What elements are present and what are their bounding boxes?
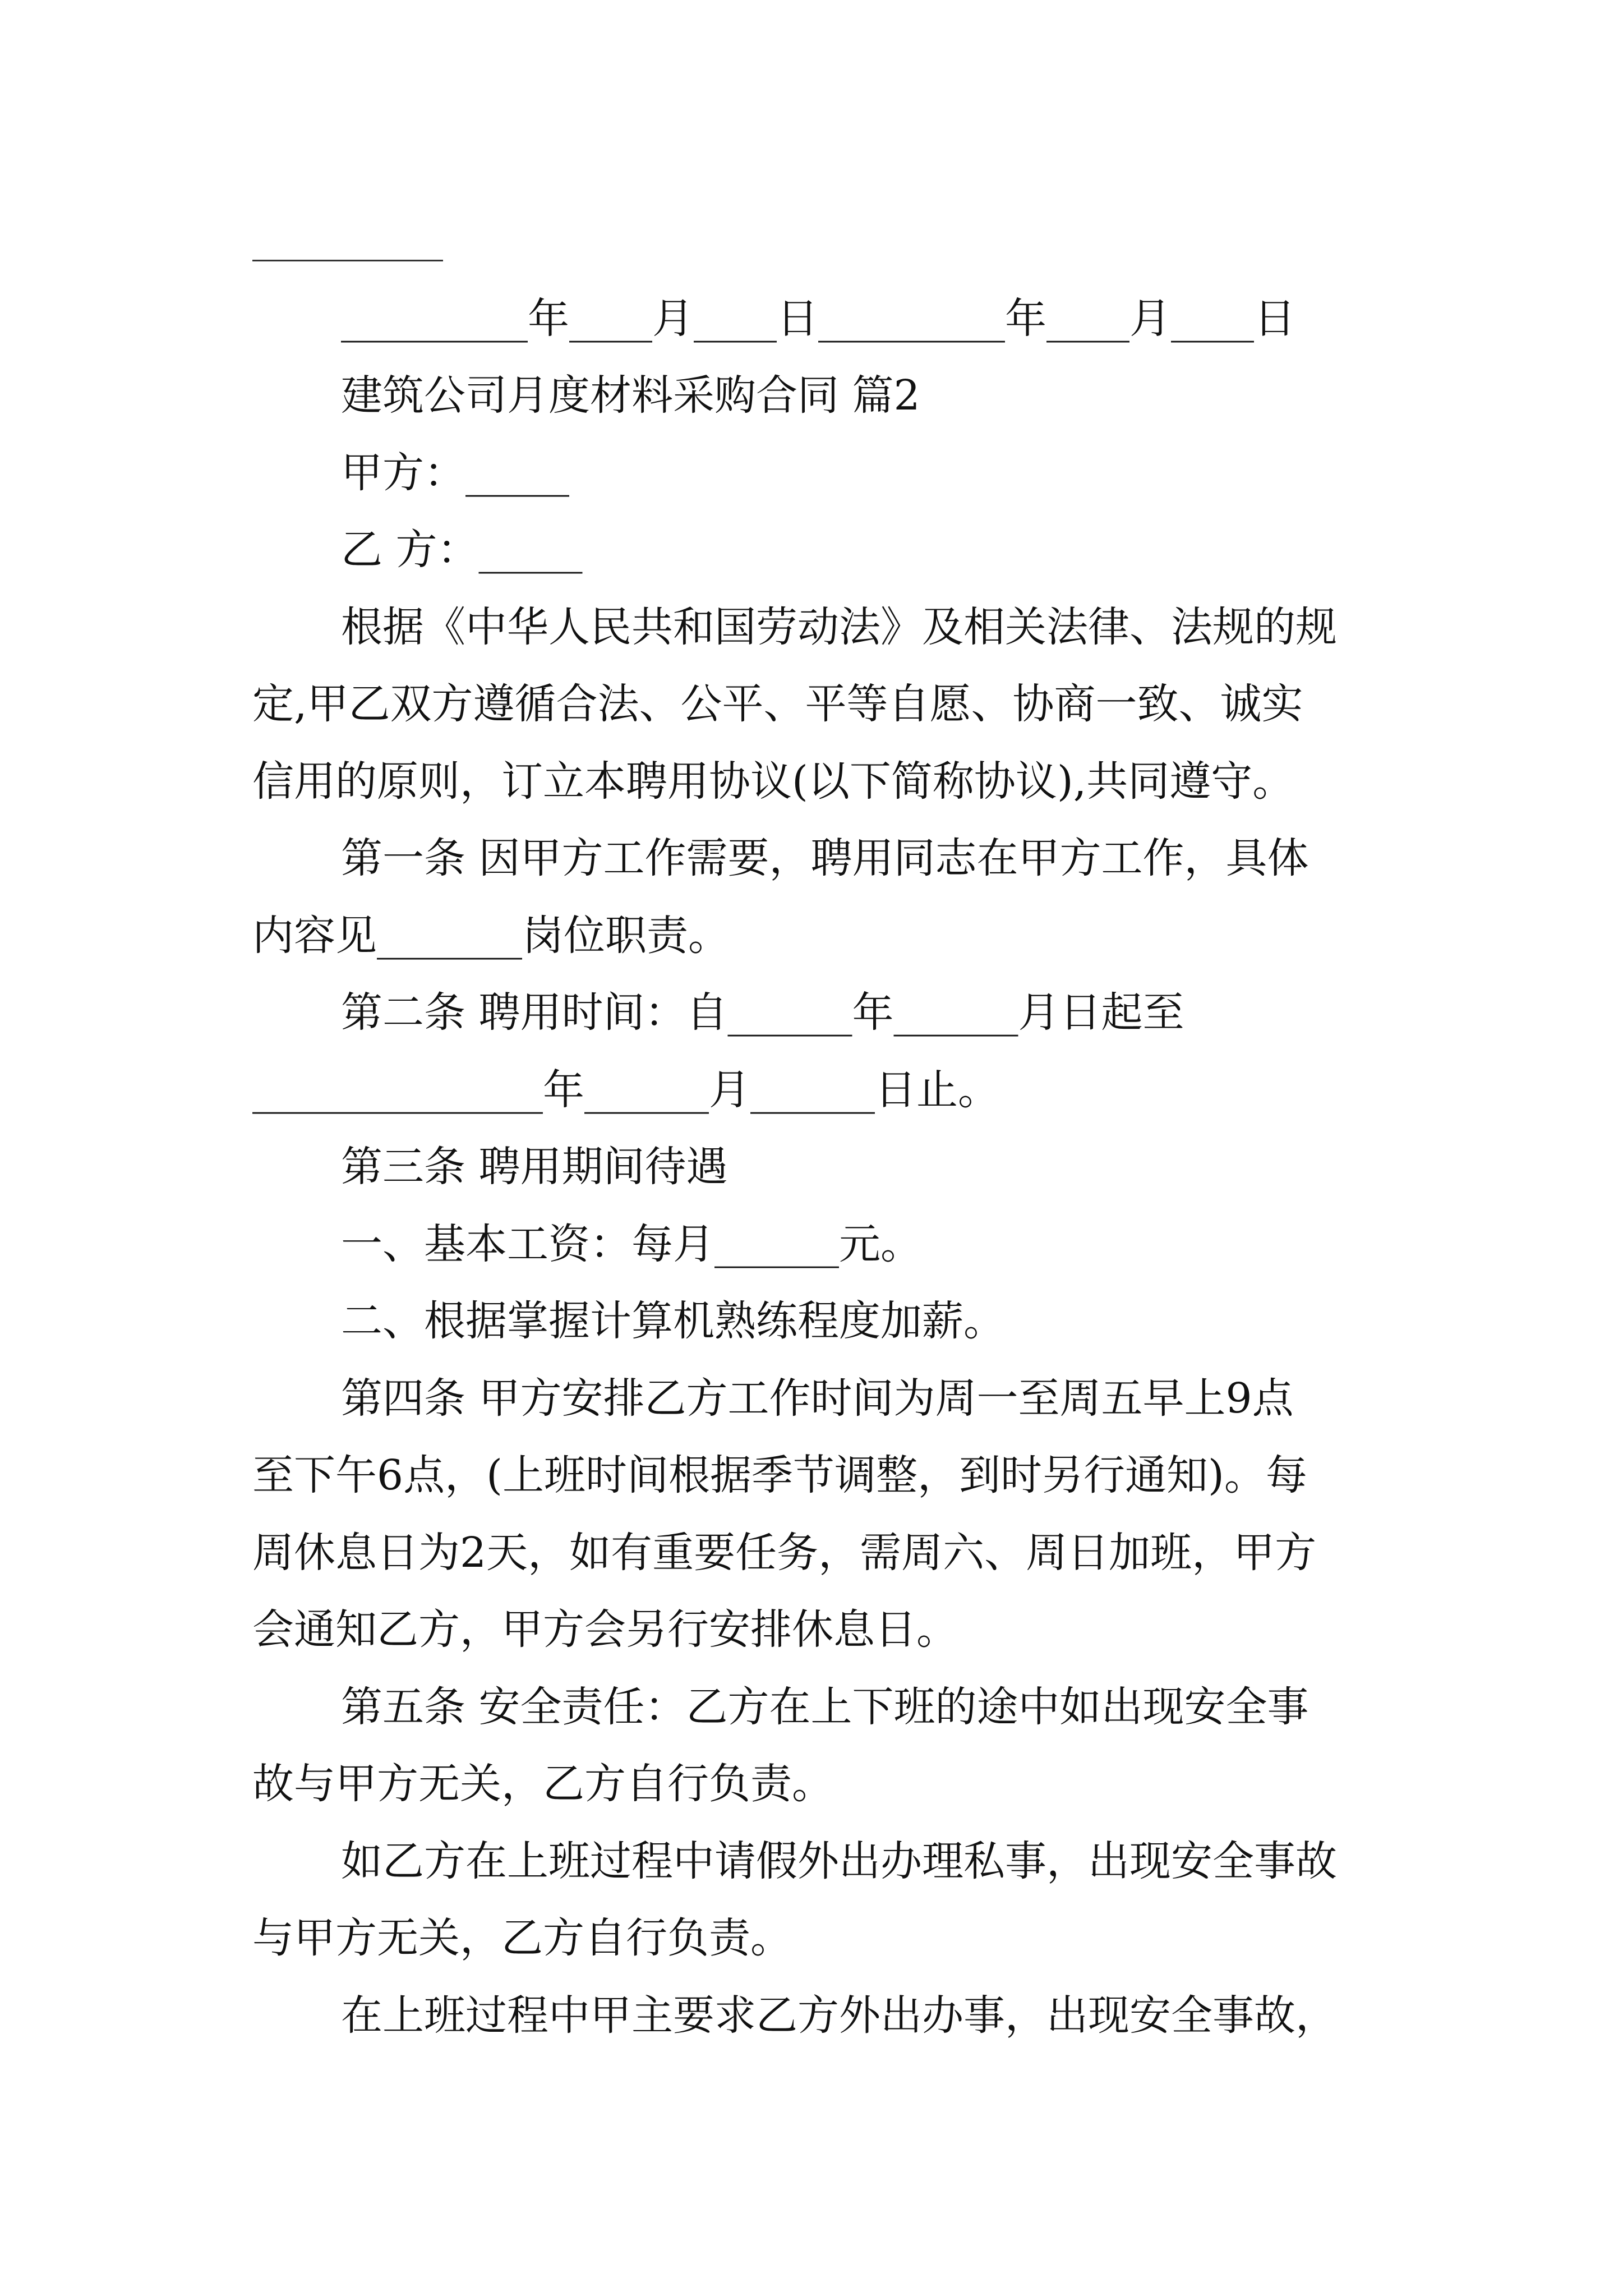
party-a-line: 甲方：_____ xyxy=(341,449,569,497)
article-1-line-2: 内容见_______岗位职责。 xyxy=(252,912,730,960)
article-4-line-3: 周休息日为2天，如有重要任务，需周六、周日加班，甲方 xyxy=(252,1529,1317,1577)
article-3-item-1: 一、基本工资：每月______元。 xyxy=(341,1220,922,1268)
paragraph-leave-line-1: 如乙方在上班过程中请假外出办理私事，出现安全事故 xyxy=(341,1837,1337,1885)
article-5-line-2: 故与甲方无关，乙方自行负责。 xyxy=(252,1760,833,1808)
top-rule xyxy=(252,260,443,261)
preamble-line-1: 根据《中华人民共和国劳动法》及相关法律、法规的规 xyxy=(341,603,1337,651)
article-2-line-1: 第二条 聘用时间：自______年______月日起至 xyxy=(341,988,1184,1037)
article-4-line-1: 第四条 甲方安排乙方工作时间为周一至周五早上9点 xyxy=(341,1374,1294,1423)
preamble-line-3: 信用的原则，订立本聘用协议(以下简称协议),共同遵守。 xyxy=(252,757,1294,806)
paragraph-errand-line-1: 在上班过程中甲主要求乙方外出办事，出现安全事故， xyxy=(341,1991,1337,2040)
party-b-line: 乙 方：_____ xyxy=(341,526,583,574)
signature-date-line: _________年____月____日_________年____月____日 xyxy=(341,295,1295,343)
paragraph-leave-line-2: 与甲方无关，乙方自行负责。 xyxy=(252,1914,792,1962)
article-5-line-1: 第五条 安全责任：乙方在上下班的途中如出现安全事 xyxy=(341,1683,1309,1731)
article-3-item-2: 二、根据掌握计算机熟练程度加薪。 xyxy=(341,1297,1005,1345)
article-1-line-1: 第一条 因甲方工作需要，聘用同志在甲方工作，具体 xyxy=(341,834,1309,882)
article-4-line-4: 会通知乙方，甲方会另行安排休息日。 xyxy=(252,1605,958,1654)
preamble-line-2: 定,甲乙双方遵循合法、公平、平等自愿、协商一致、诚实 xyxy=(252,680,1303,728)
article-2-line-2: ______________年______月______日止。 xyxy=(252,1066,999,1114)
section-title: 建筑公司月度材料采购合同 篇2 xyxy=(341,371,920,420)
article-4-line-2: 至下午6点，(上班时间根据季节调整，到时另行通知)。每 xyxy=(252,1451,1307,1499)
article-3-heading: 第三条 聘用期间待遇 xyxy=(341,1143,728,1191)
